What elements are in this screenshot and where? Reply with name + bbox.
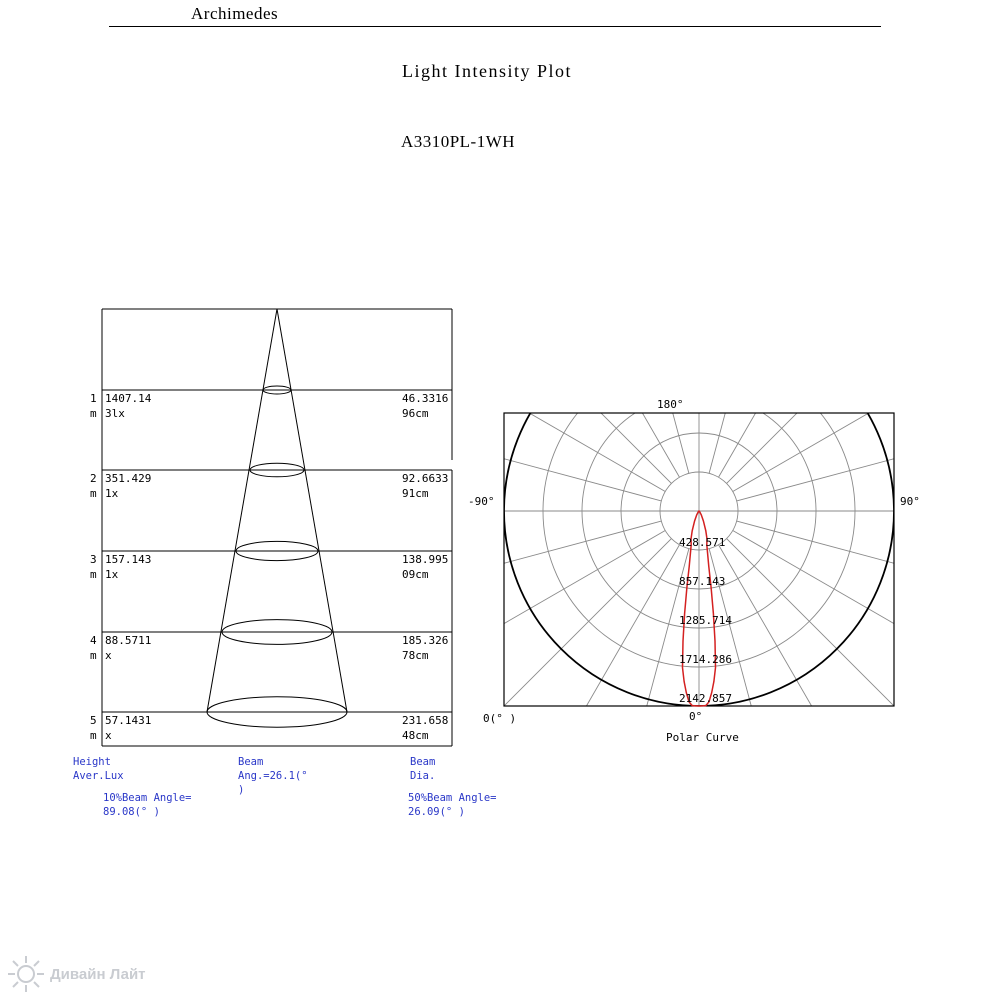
polar-radial-line [733,311,1000,492]
row-height-number: 4 [90,634,97,647]
polar-radial-line [499,165,680,478]
polar-layer [299,111,1000,911]
row-diameter-value: 92.6633 [402,472,449,485]
ring-value-label: 857.143 [679,575,726,588]
legend-beam10: 10%Beam Angle= 89.08(° ) [103,792,192,818]
row-diameter-unit: 78cm [402,649,429,662]
legend-beam-dia: Beam Dia. [410,756,436,782]
row-height-unit: m [90,407,97,420]
row-diameter-unit: 48cm [402,729,429,742]
polar-radial-line [719,165,900,478]
page-title: Light Intensity Plot [401,61,572,81]
row-height-unit: m [90,487,97,500]
row-height-number: 2 [90,472,97,485]
legend-beam-angle: Beam Ang.=26.1(° ) [238,756,308,796]
ring-value-label: 428.571 [679,536,726,549]
polar-radial-line [416,539,671,794]
row-lux-unit: x [105,649,112,662]
legend-beam50: 50%Beam Angle= 26.09(° ) [408,792,497,818]
row-height-number: 1 [90,392,97,405]
angle-label-bottom: 0° [689,710,703,723]
row-diameter-value: 46.3316 [402,392,449,405]
row-height-unit: m [90,568,97,581]
row-lux-unit: 3lx [105,407,125,420]
legend-height: Height Aver.Lux [73,756,124,782]
row-height-number: 3 [90,553,97,566]
angle-label-bottom-left: 0(° ) [483,712,517,725]
row-diameter-unit: 96cm [402,407,429,420]
row-lux-value: 88.5711 [105,634,152,647]
angle-label-left: -90° [468,495,495,508]
row-diameter-value: 138.995 [402,553,449,566]
polar-radial-line [727,228,982,483]
row-lux-value: 57.1431 [105,714,152,727]
ring-value-label: 1714.286 [679,653,732,666]
polar-radial-line [733,531,1000,712]
polar-radial-line [737,521,1000,614]
angle-label-right: 90° [900,495,920,508]
polar-radial-line [416,228,671,483]
polar-caption: Polar Curve [666,731,739,744]
row-lux-unit: 1x [105,568,119,581]
model-number: A3310PL-1WH [400,132,516,151]
row-lux-unit: 1x [105,487,119,500]
row-height-unit: m [90,729,97,742]
ring-value-label: 1285.714 [679,614,732,627]
row-diameter-unit: 09cm [402,568,429,581]
row-lux-value: 157.143 [105,553,152,566]
ring-value-label: 2142.857 [679,692,732,705]
row-lux-unit: x [105,729,112,742]
row-diameter-unit: 91cm [402,487,429,500]
row-lux-value: 1407.14 [105,392,152,405]
row-diameter-value: 231.658 [402,714,449,727]
angle-label-top: 180° [657,398,684,411]
row-lux-value: 351.429 [105,472,152,485]
watermark [6,954,146,994]
watermark-text: Дивайн Лайт [50,965,146,983]
brand-name: Archimedes [191,4,279,23]
row-height-unit: m [90,649,97,662]
row-height-number: 5 [90,714,97,727]
polar-grid [299,111,1000,911]
polar-radial-line [737,407,1000,500]
sun-logo-icon [6,954,46,994]
row-diameter-value: 185.326 [402,634,449,647]
polar-radial-line [727,539,982,794]
